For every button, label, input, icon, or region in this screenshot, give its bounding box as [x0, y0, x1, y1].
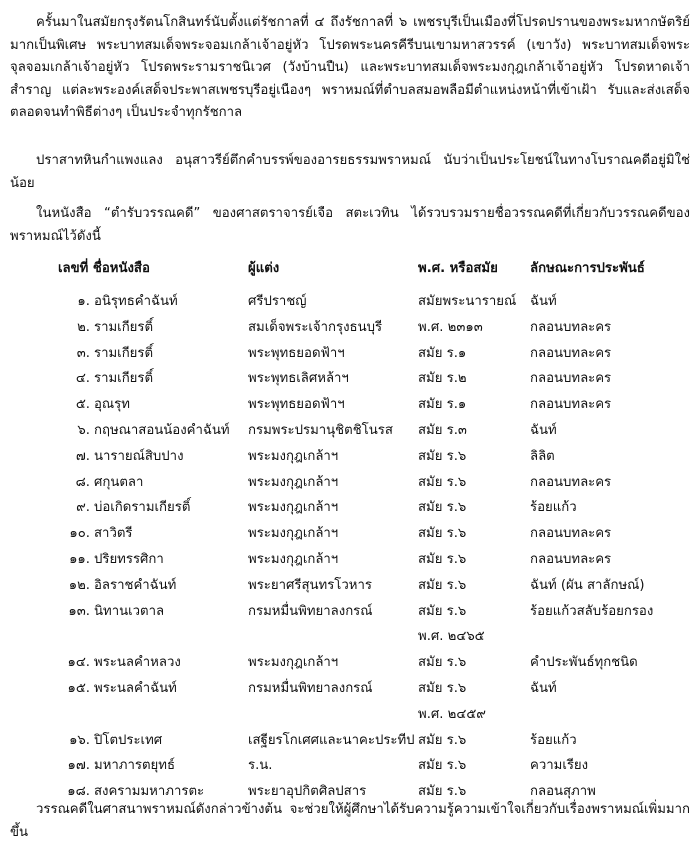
- row-title: สาวิตรี: [94, 526, 133, 542]
- row-number: ๑๓.: [68, 603, 90, 619]
- row-period: สมัย ร.๖: [418, 681, 467, 696]
- table-row: [0, 651, 700, 671]
- row-period: สมัย ร.๖: [418, 758, 467, 774]
- row-title: รามเกียรติ์: [94, 345, 154, 361]
- row-period: สมัยพระนารายณ์: [418, 294, 517, 309]
- row-number: ๒.: [77, 319, 90, 335]
- row-number: ๙.: [76, 500, 90, 516]
- row-author: พระยาอุปกิตศิลปสาร: [248, 784, 367, 800]
- row-form: ร้อยแก้วสลับร้อยกรอง: [530, 603, 654, 619]
- row-number: ๔.: [75, 371, 90, 387]
- header-no-title: เลขที่ ชื่อหนังสือ: [58, 261, 150, 276]
- row-number: ๑๑.: [69, 552, 90, 567]
- header-period: พ.ศ. หรือสมัย: [418, 261, 498, 276]
- row-form: ฉันท์: [530, 681, 557, 696]
- paragraph-kamphaeng-laeng: [10, 150, 690, 195]
- row-form: กลอนบทละคร: [530, 319, 612, 335]
- row-period: สมัย ร.๖: [418, 603, 467, 619]
- row-period: สมัย ร.๖: [418, 526, 467, 542]
- table-row: [0, 780, 700, 800]
- table-row: [0, 496, 700, 516]
- row-author: กรมหมื่นพิทยาลงกรณ์: [248, 603, 373, 619]
- row-period: สมัย ร.๒: [418, 371, 467, 387]
- row-number: ๑๐.: [69, 526, 90, 542]
- row-author: พระมงกุฎเกล้าฯ: [248, 655, 339, 671]
- row-period: พ.ศ. ๒๓๑๓: [418, 319, 483, 335]
- paragraph-intro-text: ครั้นมาในสมัยกรุงรัตนโกสินทร์นับตั้งแต่รัชกาลที่ ๔ ถึงรัชกาลที่ ๖ เพชรบุรีเป็นเมืองที่โปรดปรานของพระมหากษัตริย์มากเป็นพิเศษ พระบาทสมเด็จพระจอมเกล้าเจ้าอยู่หัว โปรดพระนครคีรีบนเขามหาสวรรค์ (เขาวัง) พระบาทสมเด็จพระจุลจอมเกล้าเจ้าอยู่หัว โปรดพระรามราชนิเวศ (วังบ้านปืน) และพระบาทสมเด็จพระมงกุฎเกล้าเจ้าอยู่หัว โปรดหาดเจ้าสำราญ แต่ละพระองค์เสด็จประพาสเพชรบุรีอยู่เนืองๆ พราหมณ์ที่ตำบลสมอพลือมีตำแหน่งหน้าที่เข้าเฝ้า รับและส่งเสด็จ ตลอดจนทำพิธีต่างๆ เป็นประจำทุกรัชกาล: [10, 15, 690, 120]
- row-number: ๓.: [76, 345, 90, 361]
- row-form: กลอนบทละคร: [530, 552, 612, 567]
- row-period: สมัย ร.๑: [418, 397, 467, 413]
- table-row: [0, 522, 700, 542]
- row-title: อนิรุทธคำฉันท์: [94, 294, 178, 309]
- row-form: กลอนบทละคร: [530, 474, 612, 490]
- row-title: พระนลคำหลวง: [94, 655, 181, 671]
- row-period: สมัย ร.๖: [418, 577, 467, 593]
- row-title: นารายณ์สิบปาง: [94, 448, 184, 464]
- row-author: ศรีปราชญ์: [248, 294, 307, 309]
- row-author: พระพุทธเลิศหล้าฯ: [248, 371, 349, 387]
- table-header: [0, 257, 700, 277]
- row-author: ร.น.: [248, 758, 273, 774]
- row-title: อุณรุท: [94, 397, 130, 413]
- row-title: ปิโตประเทศ: [94, 732, 163, 748]
- row-form: คำประพันธ์ทุกชนิด: [530, 655, 638, 671]
- row-number: ๑๕.: [67, 681, 90, 696]
- row-form: ฉันท์ (ผัน สาลักษณ์): [530, 577, 645, 593]
- row-number: ๑๖.: [69, 732, 90, 748]
- row-form: ลิลิต: [530, 448, 555, 464]
- row-title: รามเกียรติ์: [94, 319, 154, 335]
- row-title: นิทานเวตาล: [94, 603, 165, 619]
- row-form: ร้อยแก้ว: [530, 500, 577, 516]
- table-row: [0, 548, 700, 568]
- row-form: ฉันท์: [530, 294, 557, 309]
- row-number: ๑๔.: [67, 655, 90, 671]
- paragraph-literature-intro: [10, 203, 690, 248]
- row-form: กลอนสุภาพ: [530, 784, 596, 800]
- row-number: ๕.: [75, 397, 90, 413]
- row-period: สมัย ร.๖: [418, 448, 467, 464]
- row-number: ๑๗.: [67, 758, 90, 774]
- row-form: กลอนบทละคร: [530, 371, 612, 387]
- row-period: สมัย ร.๓: [418, 423, 467, 438]
- row-title: อิลราชคำฉันท์: [94, 577, 177, 593]
- row-title: ศกุนตลา: [94, 474, 144, 490]
- table-row: [0, 367, 700, 387]
- row-form: ความเรียง: [530, 758, 589, 774]
- paragraph-literature-intro-text: ในหนังสือ “ตำรับวรรณคดี” ของศาสตราจารย์เจือ สตะเวทิน ได้รวบรวมรายชื่อวรรณคดีที่เกี่ยวกับวรรณคดีของพราหมณ์ไว้ดังนี้: [10, 206, 690, 244]
- table-row: [0, 471, 700, 491]
- paragraph-conclusion: [10, 799, 690, 844]
- table-row: [0, 342, 700, 362]
- row-number: ๖.: [77, 423, 90, 438]
- row-form: กลอนบทละคร: [530, 526, 612, 542]
- row-author: พระยาศรีสุนทรโวหาร: [248, 577, 372, 593]
- row-form: กลอนบทละคร: [530, 397, 612, 413]
- row-title: รามเกียรติ์: [94, 371, 154, 387]
- table-row: [0, 600, 700, 620]
- table-row: [0, 316, 700, 336]
- row-title: มหาภารตยุทธ์: [94, 758, 176, 774]
- row-number: ๗.: [75, 448, 90, 464]
- row-form: กลอนบทละคร: [530, 345, 612, 361]
- row-number: ๑๘.: [67, 784, 90, 800]
- row-author: เสฐียรโกเศศและนาคะประทีป: [248, 732, 415, 748]
- row-author: พระมงกุฎเกล้าฯ: [248, 448, 339, 464]
- row-form: ร้อยแก้ว: [530, 732, 577, 748]
- table-row: [0, 703, 700, 723]
- paragraph-conclusion-text: วรรณคดีในศาสนาพราหมณ์ดังกล่าวข้างต้น จะช่วยให้ผู้ศึกษาได้รับความรู้ความเข้าใจเกี่ยวกับเรื่องพราหมณ์เพิ่มมากขึ้น: [10, 802, 690, 840]
- header-form: ลักษณะการประพันธ์: [530, 261, 645, 276]
- table-row: [0, 445, 700, 465]
- row-title: พระนลคำฉันท์: [94, 681, 177, 696]
- row-period: สมัย ร.๖: [418, 655, 467, 671]
- row-period: สมัย ร.๖: [418, 500, 467, 516]
- table-row: [0, 574, 700, 594]
- row-period: สมัย ร.๖: [418, 732, 467, 748]
- table-row: [0, 729, 700, 749]
- row-number: ๑๒.: [68, 577, 90, 593]
- header-author: ผู้แต่ง: [248, 261, 280, 276]
- table-row: [0, 625, 700, 645]
- row-number: ๘.: [75, 474, 90, 490]
- row-form: ฉันท์: [530, 423, 557, 438]
- table-row: [0, 677, 700, 697]
- row-period: พ.ศ. ๒๔๖๕: [418, 629, 485, 645]
- row-period: สมัย ร.๖: [418, 784, 467, 800]
- row-title: บ่อเกิดรามเกียรติ์: [94, 500, 191, 516]
- row-author: กรมพระปรมานุชิตชิโนรส: [248, 423, 393, 438]
- row-author: กรมหมื่นพิทยาลงกรณ์: [248, 681, 373, 696]
- row-author: พระมงกุฎเกล้าฯ: [248, 500, 339, 516]
- paragraph-kamphaeng-laeng-text: ปราสาทหินกำแพงแลง อนุสาวรีย์ตึกคำบรรพ์ของอารยธรรมพราหมณ์ นับว่าเป็นประโยชน์ในทางโบราณคดีอยู่มิใช่น้อย: [10, 153, 690, 191]
- paragraph-intro: [10, 12, 690, 125]
- row-author: สมเด็จพระเจ้ากรุงธนบุรี: [248, 319, 383, 335]
- row-author: พระมงกุฎเกล้าฯ: [248, 526, 339, 542]
- row-author: พระพุทธยอดฟ้าฯ: [248, 397, 345, 413]
- row-author: พระมงกุฎเกล้าฯ: [248, 474, 339, 490]
- row-period: พ.ศ. ๒๔๕๙: [418, 706, 486, 722]
- row-author: พระมงกุฎเกล้าฯ: [248, 552, 339, 567]
- row-period: สมัย ร.๖: [418, 552, 467, 567]
- table-row: [0, 754, 700, 774]
- row-title: กฤษณาสอนน้องคำฉันท์: [94, 423, 230, 438]
- row-number: ๑.: [77, 294, 90, 309]
- table-row: [0, 393, 700, 413]
- row-author: พระพุทธยอดฟ้าฯ: [248, 345, 345, 361]
- table-row: [0, 419, 700, 439]
- row-title: สงครามมหาภารตะ: [94, 784, 205, 800]
- row-title: ปริยทรรศิกา: [94, 552, 164, 567]
- table-row: [0, 290, 700, 310]
- row-period: สมัย ร.๑: [418, 345, 467, 361]
- row-period: สมัย ร.๖: [418, 474, 467, 490]
